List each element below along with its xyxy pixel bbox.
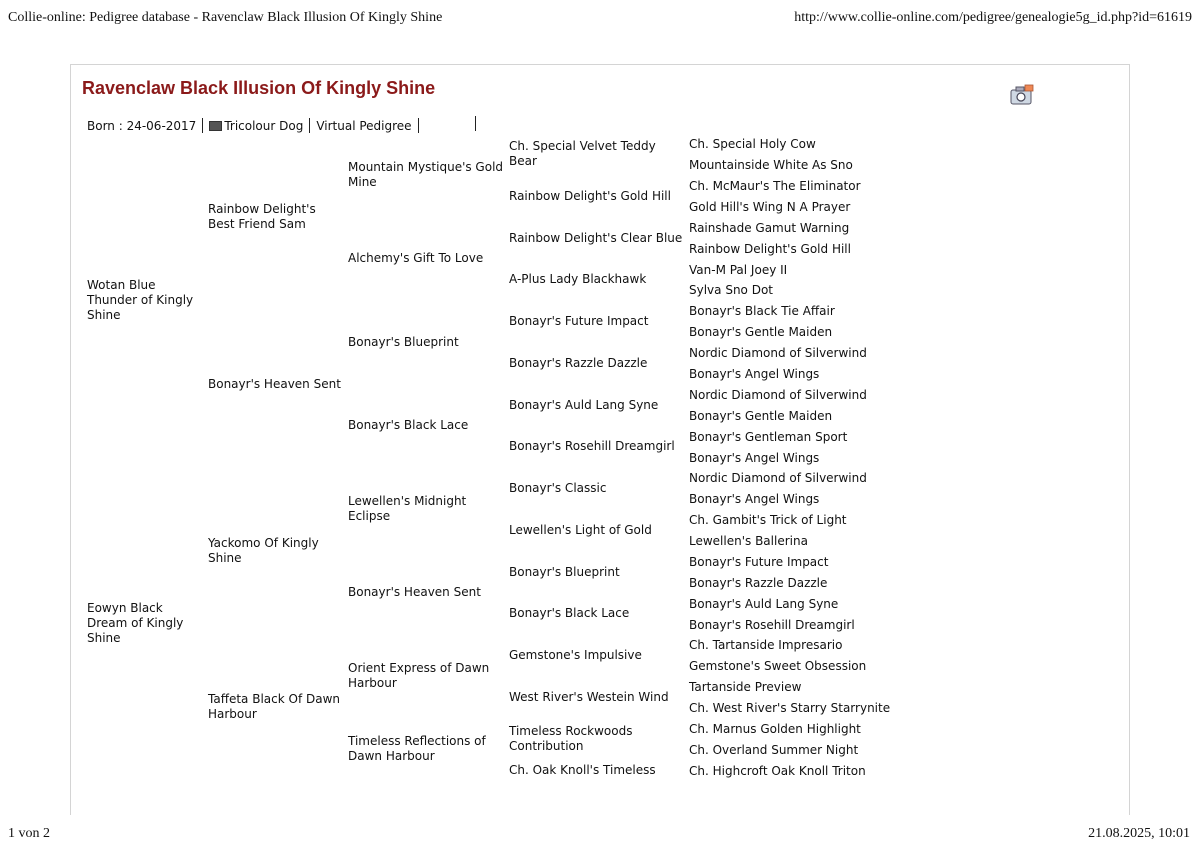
gen5-entry[interactable]: Ch. McMaur's The Eliminator	[689, 179, 861, 193]
gen5-entry[interactable]: Tartanside Preview	[689, 680, 802, 694]
gen5-entry[interactable]: Bonayr's Razzle Dazzle	[689, 576, 828, 590]
separator	[418, 118, 419, 133]
gen5-entry[interactable]: Bonayr's Future Impact	[689, 555, 829, 569]
print-footer-datetime: 21.08.2025, 10:01	[1088, 826, 1190, 841]
gen5-entry[interactable]: Bonayr's Angel Wings	[689, 492, 820, 506]
sire[interactable]: Wotan Blue Thunder of Kingly Shine	[87, 278, 194, 322]
gen5-entry[interactable]: Ch. Overland Summer Night	[689, 743, 859, 757]
gen5-entry[interactable]: Bonayr's Black Tie Affair	[689, 304, 835, 318]
gen5-entry[interactable]: Lewellen's Ballerina	[689, 534, 808, 548]
gen4-entry[interactable]: Bonayr's Blueprint	[509, 565, 620, 579]
gen4-entry[interactable]: Bonayr's Classic	[509, 481, 607, 495]
gen5-entry[interactable]: Ch. Special Holy Cow	[689, 137, 816, 151]
gen5-entry[interactable]: Bonayr's Rosehill Dreamgirl	[689, 618, 855, 632]
gen2-entry[interactable]: Yackomo Of Kingly Shine	[208, 536, 319, 565]
print-header-title: Collie-online: Pedigree database - Ravenclaw Black Illusion Of Kingly Shine	[8, 10, 443, 25]
gen5-entry[interactable]: Ch. Highcroft Oak Knoll Triton	[689, 764, 866, 778]
separator	[309, 118, 310, 133]
gen5-entry[interactable]: Gemstone's Sweet Obsession	[689, 659, 867, 673]
gen5-entry[interactable]: Rainshade Gamut Warning	[689, 221, 850, 235]
gen4-entry[interactable]: Lewellen's Light of Gold	[509, 523, 652, 537]
gen5-entry[interactable]: Bonayr's Auld Lang Syne	[689, 597, 839, 611]
page-title: Ravenclaw Black Illusion Of Kingly Shine	[82, 78, 436, 98]
gen4-entry[interactable]: Rainbow Delight's Gold Hill	[509, 189, 671, 203]
gen4-entry[interactable]: Ch. Special Velvet Teddy Bear	[509, 139, 656, 168]
camera-photo-icon[interactable]	[1010, 84, 1034, 106]
gen4-entry[interactable]: Bonayr's Razzle Dazzle	[509, 356, 648, 370]
gen5-entry[interactable]: Ch. Tartanside Impresario	[689, 638, 843, 652]
gen5-entry[interactable]: Bonayr's Gentle Maiden	[689, 409, 833, 423]
gen5-entry[interactable]: Gold Hill's Wing N A Prayer	[689, 200, 851, 214]
gen5-entry[interactable]: Ch. West River's Starry Starrynite	[689, 701, 891, 715]
separator	[202, 118, 203, 133]
gen4-entry[interactable]: Bonayr's Black Lace	[509, 606, 630, 620]
print-footer-page: 1 von 2	[8, 826, 50, 841]
gen3-entry[interactable]: Orient Express of Dawn Harbour	[348, 661, 490, 690]
dam[interactable]: Eowyn Black Dream of Kingly Shine	[87, 601, 184, 645]
gen4-entry[interactable]: Bonayr's Auld Lang Syne	[509, 398, 659, 412]
born-date: Born : 24-06-2017	[87, 118, 197, 133]
gen5-entry[interactable]: Bonayr's Angel Wings	[689, 367, 820, 381]
gen5-entry[interactable]: Ch. Marnus Golden Highlight	[689, 722, 861, 736]
gen5-entry[interactable]: Bonayr's Gentle Maiden	[689, 325, 833, 339]
gen3-entry[interactable]: Bonayr's Black Lace	[348, 418, 469, 432]
gen4-entry[interactable]: Ch. Oak Knoll's Timeless	[509, 763, 656, 777]
gen5-entry[interactable]: Nordic Diamond of Silverwind	[689, 471, 867, 485]
gen4-entry[interactable]: A-Plus Lady Blackhawk	[509, 272, 647, 286]
gen5-entry[interactable]: Bonayr's Angel Wings	[689, 451, 820, 465]
dog-colour: Tricolour Dog	[224, 118, 304, 133]
gen5-entry[interactable]: Bonayr's Gentleman Sport	[689, 430, 848, 444]
separator	[475, 116, 476, 131]
gen4-entry[interactable]: Rainbow Delight's Clear Blue	[509, 231, 683, 245]
gen5-entry[interactable]: Ch. Gambit's Trick of Light	[689, 513, 847, 527]
gen2-entry[interactable]: Rainbow Delight's Best Friend Sam	[208, 202, 316, 231]
dog-icon	[209, 121, 222, 131]
gen3-entry[interactable]: Alchemy's Gift To Love	[348, 251, 484, 265]
gen5-entry[interactable]: Mountainside White As Sno	[689, 158, 853, 172]
gen3-entry[interactable]: Bonayr's Blueprint	[348, 335, 459, 349]
gen4-entry[interactable]: Gemstone's Impulsive	[509, 648, 642, 662]
gen3-entry[interactable]: Timeless Reflections of Dawn Harbour	[348, 734, 486, 763]
gen2-entry[interactable]: Bonayr's Heaven Sent	[208, 377, 341, 391]
print-header-url: http://www.collie-online.com/pedigree/genealogie5g_id.php?id=61619	[794, 10, 1192, 25]
gen4-entry[interactable]: Bonayr's Rosehill Dreamgirl	[509, 439, 675, 453]
gen4-entry[interactable]: Bonayr's Future Impact	[509, 314, 649, 328]
gen3-entry[interactable]: Lewellen's Midnight Eclipse	[348, 494, 467, 523]
gen2-entry[interactable]: Taffeta Black Of Dawn Harbour	[208, 692, 340, 721]
virtual-pedigree-link[interactable]: Virtual Pedigree	[316, 118, 412, 133]
dog-meta-line	[87, 118, 425, 133]
gen5-entry[interactable]: Nordic Diamond of Silverwind	[689, 388, 867, 402]
gen5-entry[interactable]: Rainbow Delight's Gold Hill	[689, 242, 851, 256]
gen5-entry[interactable]: Nordic Diamond of Silverwind	[689, 346, 867, 360]
gen4-entry[interactable]: West River's Westein Wind	[509, 690, 669, 704]
gen4-entry[interactable]: Timeless Rockwoods Contribution	[509, 724, 633, 753]
gen3-entry[interactable]: Mountain Mystique's Gold Mine	[348, 160, 504, 189]
gen5-entry[interactable]: Van-M Pal Joey II	[689, 263, 788, 277]
gen5-entry[interactable]: Sylva Sno Dot	[689, 283, 773, 297]
gen3-entry[interactable]: Bonayr's Heaven Sent	[348, 585, 481, 599]
